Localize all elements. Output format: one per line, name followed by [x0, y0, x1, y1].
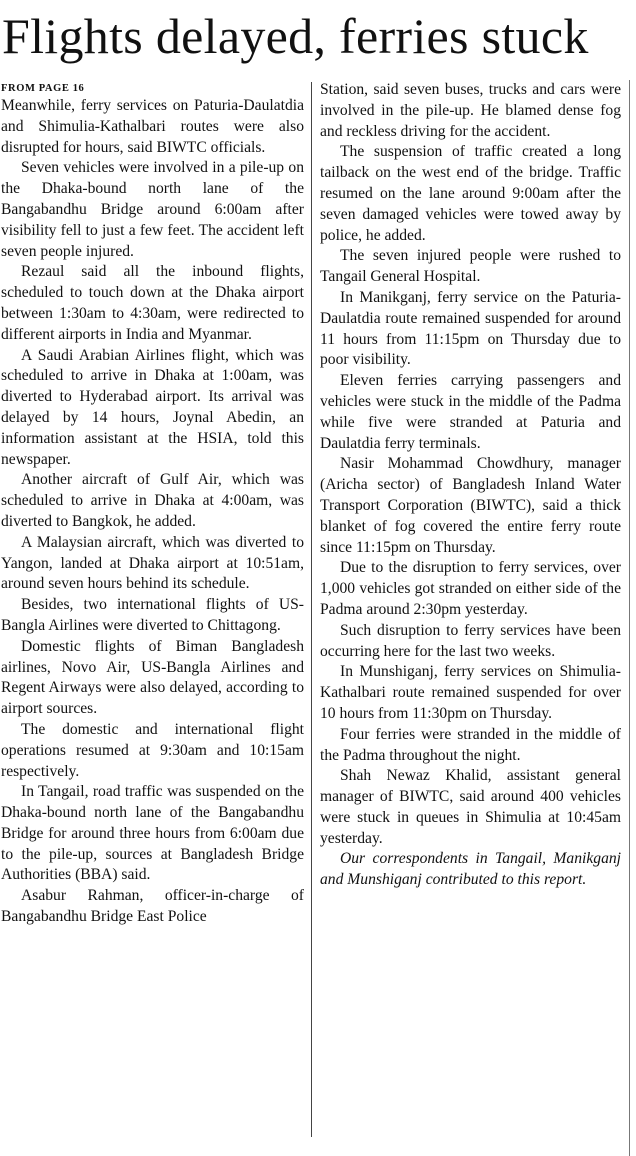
paragraph: Nasir Mohammad Chowdhury, manager (Aricha sector) of Bangladesh Inland Water Transport Corporation (BIWTC), said a thick blanket of fog covered the entire ferry route since 11:15pm on Thursday. [320, 455, 621, 556]
column-divider [311, 82, 312, 1137]
paragraph: The seven injured people were rushed to Tangail General Hospital. [320, 247, 621, 286]
headline: Flights delayed, ferries stuck [2, 8, 589, 64]
correspondent-credit: Our correspondents in Tangail, Manikganj and Munshiganj contributed to this report. [320, 850, 621, 889]
paragraph: Asabur Rahman, officer-in-charge of Bangabandhu Bridge East Police [1, 887, 304, 926]
paragraph: Such disruption to ferry services have been occurring here for the last two weeks. [320, 621, 621, 660]
paragraph-continuation: Station, said seven buses, trucks and cars were involved in the pile-up. He blamed dense fog and reckless driving for the accident. [320, 81, 621, 140]
paragraph: Meanwhile, ferry services on Paturia-Daulatdia and Shimulia-Kathalbari routes were also disrupted for hours, said BIWTC officials. [1, 97, 304, 156]
paragraph: Rezaul said all the inbound flights, scheduled to touch down at the Dhaka airport between 1:30am to 4:30am, were redirected to different airports in India and Myanmar. [1, 263, 304, 343]
page-edge-rule [629, 80, 630, 1156]
paragraph: A Malaysian aircraft, which was diverted to Yangon, landed at Dhaka airport at 10:51am, around seven hours behind its schedule. [1, 533, 304, 593]
left-column [1, 80, 304, 928]
jump-line: FROM PAGE 16 [1, 83, 85, 94]
paragraph: In Tangail, road traffic was suspended on the Dhaka-bound north lane of the Bangabandhu Bridge for around three hours from 6:00am due to the pile-up, sources at Bangladesh Bridge Authorities (BBA) said. [1, 783, 304, 884]
paragraph: Due to the disruption to ferry services, over 1,000 vehicles got stranded on either side of the Padma around 2:30pm yesterday. [320, 559, 621, 618]
right-column [320, 80, 621, 891]
paragraph: Another aircraft of Gulf Air, which was scheduled to arrive in Dhaka at 4:00am, was diverted to Bangkok, he added. [1, 471, 304, 530]
paragraph: Four ferries were stranded in the middle of the Padma throughout the night. [320, 725, 621, 764]
paragraph: Domestic flights of Biman Bangladesh airlines, Novo Air, US-Bangla Airlines and Regent Airways were also delayed, according to airport sources. [1, 637, 304, 718]
paragraph: In Manikganj, ferry service on the Paturia-Daulatdia route remained suspended for around 11 hours from 11:15pm on Thursday due to poor visibility. [320, 288, 621, 369]
paragraph: Shah Newaz Khalid, assistant general manager of BIWTC, said around 400 vehicles were stuck in queues in Shimulia at 10:45am yesterday. [320, 767, 621, 847]
paragraph: In Munshiganj, ferry services on Shimulia-Kathalbari route remained suspended for over 10 hours from 11:30pm on Thursday. [320, 663, 621, 722]
paragraph: The suspension of traffic created a long tailback on the west end of the bridge. Traffic resumed on the lane around 9:00am after the seven damaged vehicles were towed away by police, he added. [320, 143, 621, 244]
paragraph: Seven vehicles were involved in a pile-up on the Dhaka-bound north lane of the Bangabandhu Bridge around 6:00am after visibility fell to just a few feet. The accident left seven people injured. [1, 159, 304, 260]
paragraph: Eleven ferries carrying passengers and vehicles were stuck in the middle of the Padma while five were stranded at Paturia and Daulatdia ferry terminals. [320, 372, 621, 452]
paragraph: The domestic and international flight operations resumed at 9:30am and 10:15am respectively. [1, 720, 304, 780]
paragraph: A Saudi Arabian Airlines flight, which was scheduled to arrive in Dhaka at 1:00am, was diverted to Hyderabad airport. Its arrival was delayed by 14 hours, Joynal Abedin, an information assistant at the HSIA, told this newspaper. [1, 346, 304, 468]
paragraph: Besides, two international flights of US-Bangla Airlines were diverted to Chittagong. [1, 596, 304, 634]
